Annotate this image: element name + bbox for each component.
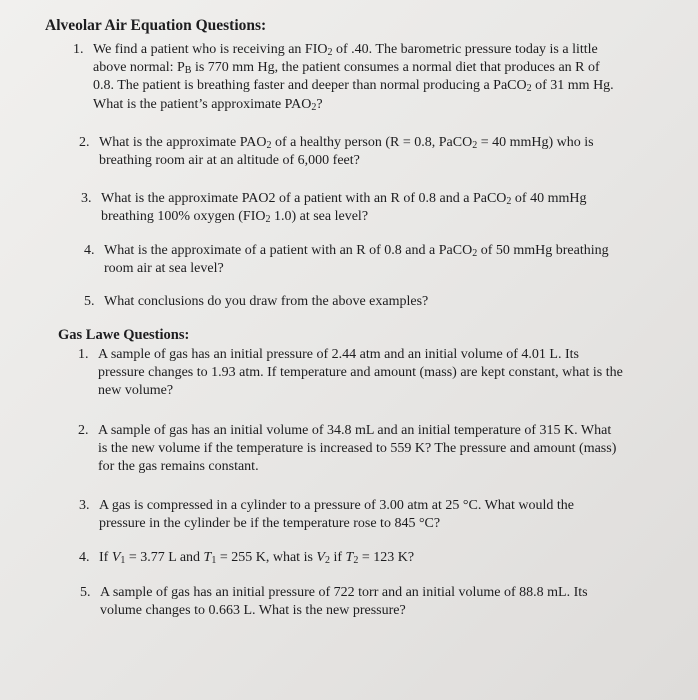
- question-number: 4.: [79, 550, 90, 565]
- question-number: 3.: [79, 498, 90, 513]
- question-text: A gas is compressed in a cylinder to a pressure of 3.00 atm at 25 °C. What would the pressure in the cylinder be if the temperature rose to 845 °C?: [99, 498, 575, 532]
- question-number: 4.: [84, 243, 95, 258]
- question-text: We find a patient who is receiving an $FIO_2$ of .40. The barometric pressure today is a little above normal: $P_B$ is 770 mm Hg, the patient consumes a normal diet that produces an R of 0.8. The patient is breathing faster and deeper than normal producing a PaCO$_2$ of 31 mm Hg. What is the patient’s approximate $PAO_2$?: [93, 42, 614, 113]
- question-text: A sample of gas has an initial volume of 34.8 mL and an initial temperature of 315 K. What is the new volume if the temperature is increased to 559 K? The pressure and amount (mass) for the gas remains constant.: [98, 423, 617, 475]
- gas-question-3: [79, 497, 617, 533]
- question-number: 5.: [80, 585, 91, 600]
- alveolar-question-3: [81, 190, 613, 226]
- question-text: What is the approximate of a patient with an R of 0.8 and a PaCO$_2$ of 50 mmHg breathing room air at sea level?: [104, 243, 609, 277]
- question-number: 5.: [84, 294, 95, 309]
- question-text: A sample of gas has an initial pressure of 2.44 atm and an initial volume of 4.01 L. Its pressure changes to 1.93 atm. If temperature and amount (mass) are kept constant, what is the new volume?: [98, 347, 623, 399]
- gas-question-1: [78, 346, 623, 401]
- alveolar-question-1: [73, 41, 623, 114]
- alveolar-question-2: [79, 134, 619, 170]
- gas-question-5: [80, 584, 625, 620]
- question-text: A sample of gas has an initial pressure of 722 torr and an initial volume of 88.8 mL. Its volume changes to 0.663 L. What is the new pressure?: [100, 585, 588, 619]
- section-title-alveolar: Alveolar Air Equation Questions:: [45, 17, 267, 34]
- gas-question-4: [79, 549, 599, 567]
- question-number: 2.: [79, 135, 90, 150]
- question-number: 1.: [78, 347, 89, 362]
- alveolar-question-4: [84, 242, 632, 278]
- question-text: What is the approximate PAO2 of a patient with an R of 0.8 and a PaCO$_2$ of 40 mmHg breathing 100% oxygen ($FIO_2$ 1.0) at sea level?: [101, 191, 587, 226]
- question-text: What conclusions do you draw from the above examples?: [104, 294, 429, 309]
- question-number: 3.: [81, 191, 92, 206]
- gas-question-2: [78, 422, 618, 477]
- question-number: 1.: [73, 42, 84, 57]
- question-text: If $V_1 = 3.77$ L and $T_1 = 255$ K, what is $V_2$ if $T_2 = 123$ K?: [99, 550, 415, 566]
- question-text: What is the approximate $PAO_2$ of a healthy person (R = 0.8, PaCO$_2$ = 40 mmHg) who is breathing room air at an altitude of 6,000 feet?: [99, 135, 594, 169]
- section-title-gas-laws: Gas Lawe Questions:: [58, 327, 190, 343]
- alveolar-question-5: [84, 293, 624, 311]
- question-number: 2.: [78, 423, 89, 438]
